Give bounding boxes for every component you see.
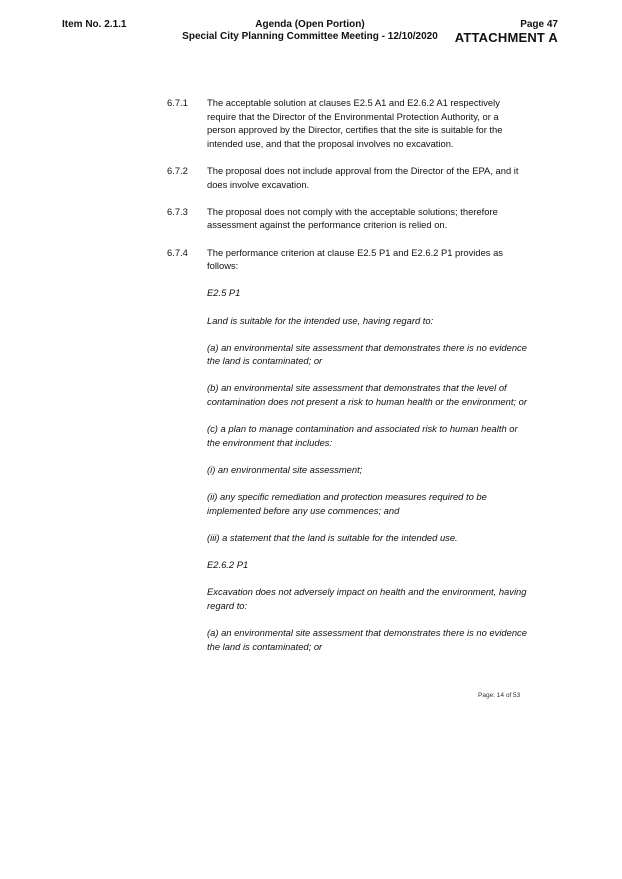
attachment-label: ATTACHMENT A [454,30,558,45]
page-footer: Page: 14 of 53 [478,692,521,699]
quoted-clause: (i) an environmental site assessment; [207,464,363,476]
numbered-paragraph [167,96,527,150]
paragraph-number: 6.7.1 [167,97,188,108]
quoted-clause: (iii) a statement that the land is suitable for the intended use. [207,532,458,543]
paragraph-number: 6.7.2 [167,164,188,176]
numbered-paragraph [167,164,527,191]
paragraph-text: The acceptable solution at clauses E2.5 A1 and E2.6.2 A1 respectively require that the Director of the Environmental Protection Authority, or a person approved by the Director, certifies that the site is suitable for the intended use, and that the proposal involves no excavation. [207,97,503,149]
paragraph-text: The proposal does not include approval from the Director of the EPA, and it does involve excavation. [207,164,519,190]
quoted-clause: (ii) any specific remediation and protection measures required to be implemented before any use commences; and [207,491,487,516]
page-header-right [455,19,558,45]
quoted-clause: (c) a plan to manage contamination and associated risk to human health or the environment that includes: [207,423,518,448]
quoted-clause: Excavation does not adversely impact on health and the environment, having regard to: [207,586,527,611]
paragraph-number: 6.7.3 [167,205,188,217]
quoted-clause: Land is suitable for the intended use, having regard to: [207,314,434,326]
paragraph-number: 6.7.4 [167,246,188,258]
paragraph-text: The performance criterion at clause E2.5 P1 and E2.6.2 P1 provides as follows: [207,246,503,272]
quoted-clause: (a) an environmental site assessment that demonstrates there is no evidence the land is contaminated; or [207,627,527,652]
paragraph-text: The proposal does not comply with the acceptable solutions; therefore assessment against the performance criterion is relied on. [207,205,498,231]
quoted-clause: (b) an environmental site assessment that demonstrates that the level of contamination does not present a risk to human health or the environment; or [207,382,527,408]
meeting-title: Special City Planning Committee Meeting - 12/10/2020 [182,31,438,42]
item-number: Item No. 2.1.1 [62,19,127,30]
document-body [167,96,527,653]
agenda-title: Agenda (Open Portion) [255,19,365,30]
numbered-paragraph [167,205,527,232]
numbered-paragraph [167,246,527,273]
page-number: Page 47 [520,19,558,30]
clause-heading: E2.6.2 P1 [207,559,249,571]
agenda-header [160,19,460,43]
quoted-clause: (a) an environmental site assessment that demonstrates there is no evidence the land is contaminated; or [207,341,527,367]
clause-heading: E2.5 P1 [207,287,241,299]
